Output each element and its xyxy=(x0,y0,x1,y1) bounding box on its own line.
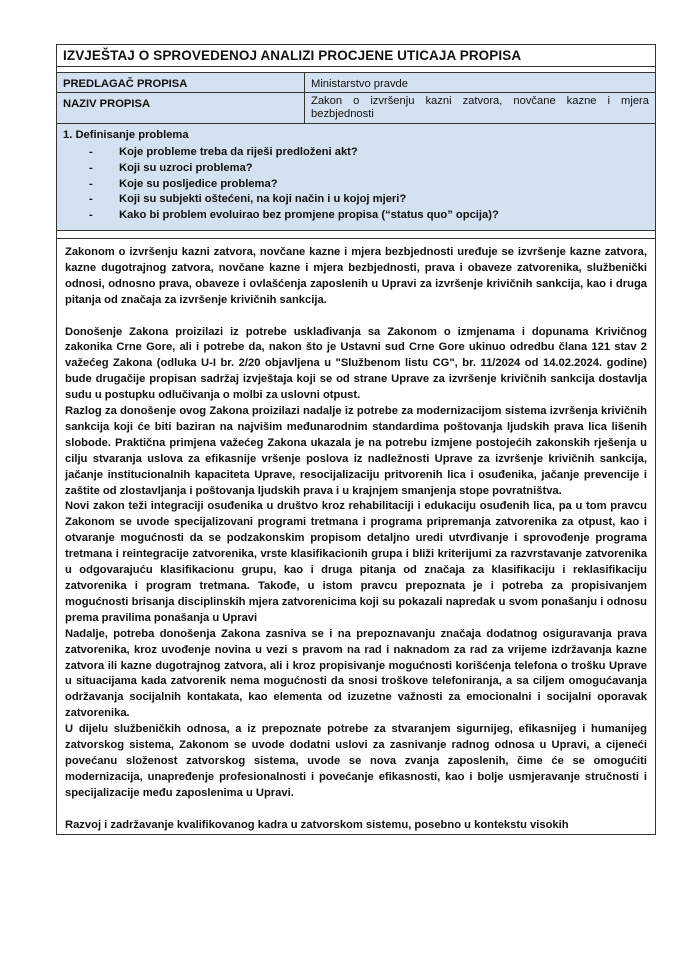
section-questions xyxy=(57,124,656,231)
question-item: - Koji su uzroci problema? xyxy=(89,161,649,177)
section-gap xyxy=(57,230,656,238)
body-text xyxy=(57,238,656,834)
predlagac-label: PREDLAGAČ PROPISA xyxy=(57,73,305,93)
question-list xyxy=(63,145,649,224)
question-item: - Koji su subjekti oštećeni, na koji način i u kojoj mjeri? xyxy=(89,192,649,208)
question-item: - Koje probleme treba da riješi predloženi akt? xyxy=(89,145,649,161)
body-paragraph-6: U dijelu službeničkih odnosa, a iz prepoznate potrebe za stvaranjem sigurnijeg, efikasnijeg i humanijeg zatvorskog sistema, Zakonom se uvode dodatni uslovi za zasnivanje radnog odnosa u Upravi, a cijeneći povećanu složenost zatvorskog sistema, uvode se nova zvanja zaposlenih, čime će se omogućiti modernizacija, unapređenje profesionalnosti i povećanje efikasnosti, kao i bolje usmjeravanje stručnosti i specijalizacije među zaposlenima u Upravi. xyxy=(65,723,647,799)
body-paragraph-7: Razvoj i zadržavanje kvalifikovanog kadra u zatvorskom sistemu, posebno u kontekstu visokih xyxy=(65,818,569,831)
row-predlagac xyxy=(57,73,656,93)
body-paragraph-3: Razlog za donošenje ovog Zakona proizilazi nadalje iz potrebe za modernizacijom sistema izvršenja krivičnih sankcija koji će biti baziran na najvišim međunarodnim standardima poštovanja ljudskih prava lica lišenih slobode. Praktična primjena važećeg Zakona ukazala je na potrebu izmjene postojećih zakonskih rješenja u cilju stvaranja uslova za efikasnije vršenje poslova iz nadležnosti Uprave za izvršenje krivičnih sankcija, jačanje institucionalnih kapaciteta Uprave, resocijalizaciju pritvorenih lica i osuđenika, jačanje prevencije i zaštite od zlostavljanja i poštovanja ljudskih prava i u krajnjem smanjenja stope povratništva. xyxy=(65,405,647,497)
naziv-label: NAZIV PROPISA xyxy=(57,93,305,124)
body-paragraph-5: Nadalje, potreba donošenja Zakona zasniva se i na prepoznavanju značaja dodatnog osiguravanja prava zatvorenika, kroz uvođenje novina u vezi s pravom na rad i naknadom za rad za vrijeme izdržavanja kazne zatvora ili kazne dugotrajnog zatvora, ali i kroz propisivanje mogućnosti korišćenja telefona o trošku Uprave u situacijama kada zatvorenik nema mogućnosti da snosi troškove telefoniranja, a sa ciljem omogućavanja održavanja socijalnih kontakata, kao elementa od izuzetne važnosti za emocionalni i socijalni oporavak zatvorenika. xyxy=(65,627,647,720)
row-section-questions xyxy=(57,124,656,231)
report-table xyxy=(56,44,656,835)
question-item: - Kako bi problem evoluirao bez promjene propisa (“status quo” opcija)? xyxy=(89,208,649,224)
body-paragraph-4: Novi zakon teži integraciji osuđenika u društvo kroz rehabilitaciji i edukaciju osuđenih lica, pa u tom pravcu Zakonom se uvode specijalizovani programi tretmana i programa pripremanja zatvorenika za otpust, kao i otvaranje mogućnosti da se podzakonskim propisom detaljno uredi utvrđivanje i sprovođenje programa tretmana i reintegracije zatvorenika, vrste klasifikacionih grupa i bliži kriterijumi za razvrstavanje zatvorenika u odgovarajuću klasifikacionu grupu, kao i druga pitanja od značaja za klasifikaciju i reklasifikaciju zatvorenika i program tretmana. Takođe, u istom pravcu prepoznata je i potreba za propisivanjem mogućnosti brisanja disciplinskih mjera zatvorenicima koji su pokazali napredak u svom ponašanju i odnosu prema pravilima ponašanja u Upravi xyxy=(65,500,647,624)
body-paragraph-1: Zakonom o izvršenju kazni zatvora, novčane kazne i mjera bezbjednosti uređuje se izvršenje kazne zatvora, kazne dugotrajnog zatvora, novčane kazne i mjera bezbjednosti, prava i obaveze zatvorenika, službenički odnosi, odnosno prava, obaveze i ovlašćenja zaposlenih u Upravi za izvršenje krivičnih sankcija, kao i druga pitanja od značaja za izvršenje krivičnih sankcija. xyxy=(65,245,647,306)
predlagac-value: Ministarstvo pravde xyxy=(305,73,656,93)
question-item: - Koje su posljedice problema? xyxy=(89,177,649,193)
section-heading: 1. Definisanje problema xyxy=(63,129,189,141)
row-body xyxy=(57,238,656,834)
row-naziv xyxy=(57,93,656,124)
report-page xyxy=(56,44,656,835)
report-title: IZVJEŠTAJ O SPROVEDENOJ ANALIZI PROCJENE UTICAJA PROPISA xyxy=(57,45,656,67)
body-paragraph-2: Donošenje Zakona proizilazi iz potrebe usklađivanja sa Zakonom o izmjenama i dopunama Krivičnog zakonika Crne Gore, ali i potrebe da, nakon što je Ustavni sud Crne Gore ukinuo odredbu člana 121 stav 2 važećeg Zakona (odluka U-I br. 2/20 objavljena u "Službenom listu CG", br. 11/2024 od 14.02.2024. godine) bude drugačije propisan sadržaj izvještaja koji se od strane Uprave za izvršenje krivičnih sankcija dostavlja sudu u postupku odlučivanja o molbi za uslovni otpust. xyxy=(65,325,647,402)
naziv-value: Zakon o izvršenju kazni zatvora, novčane kazne i mjera bezbjednosti xyxy=(305,93,656,124)
